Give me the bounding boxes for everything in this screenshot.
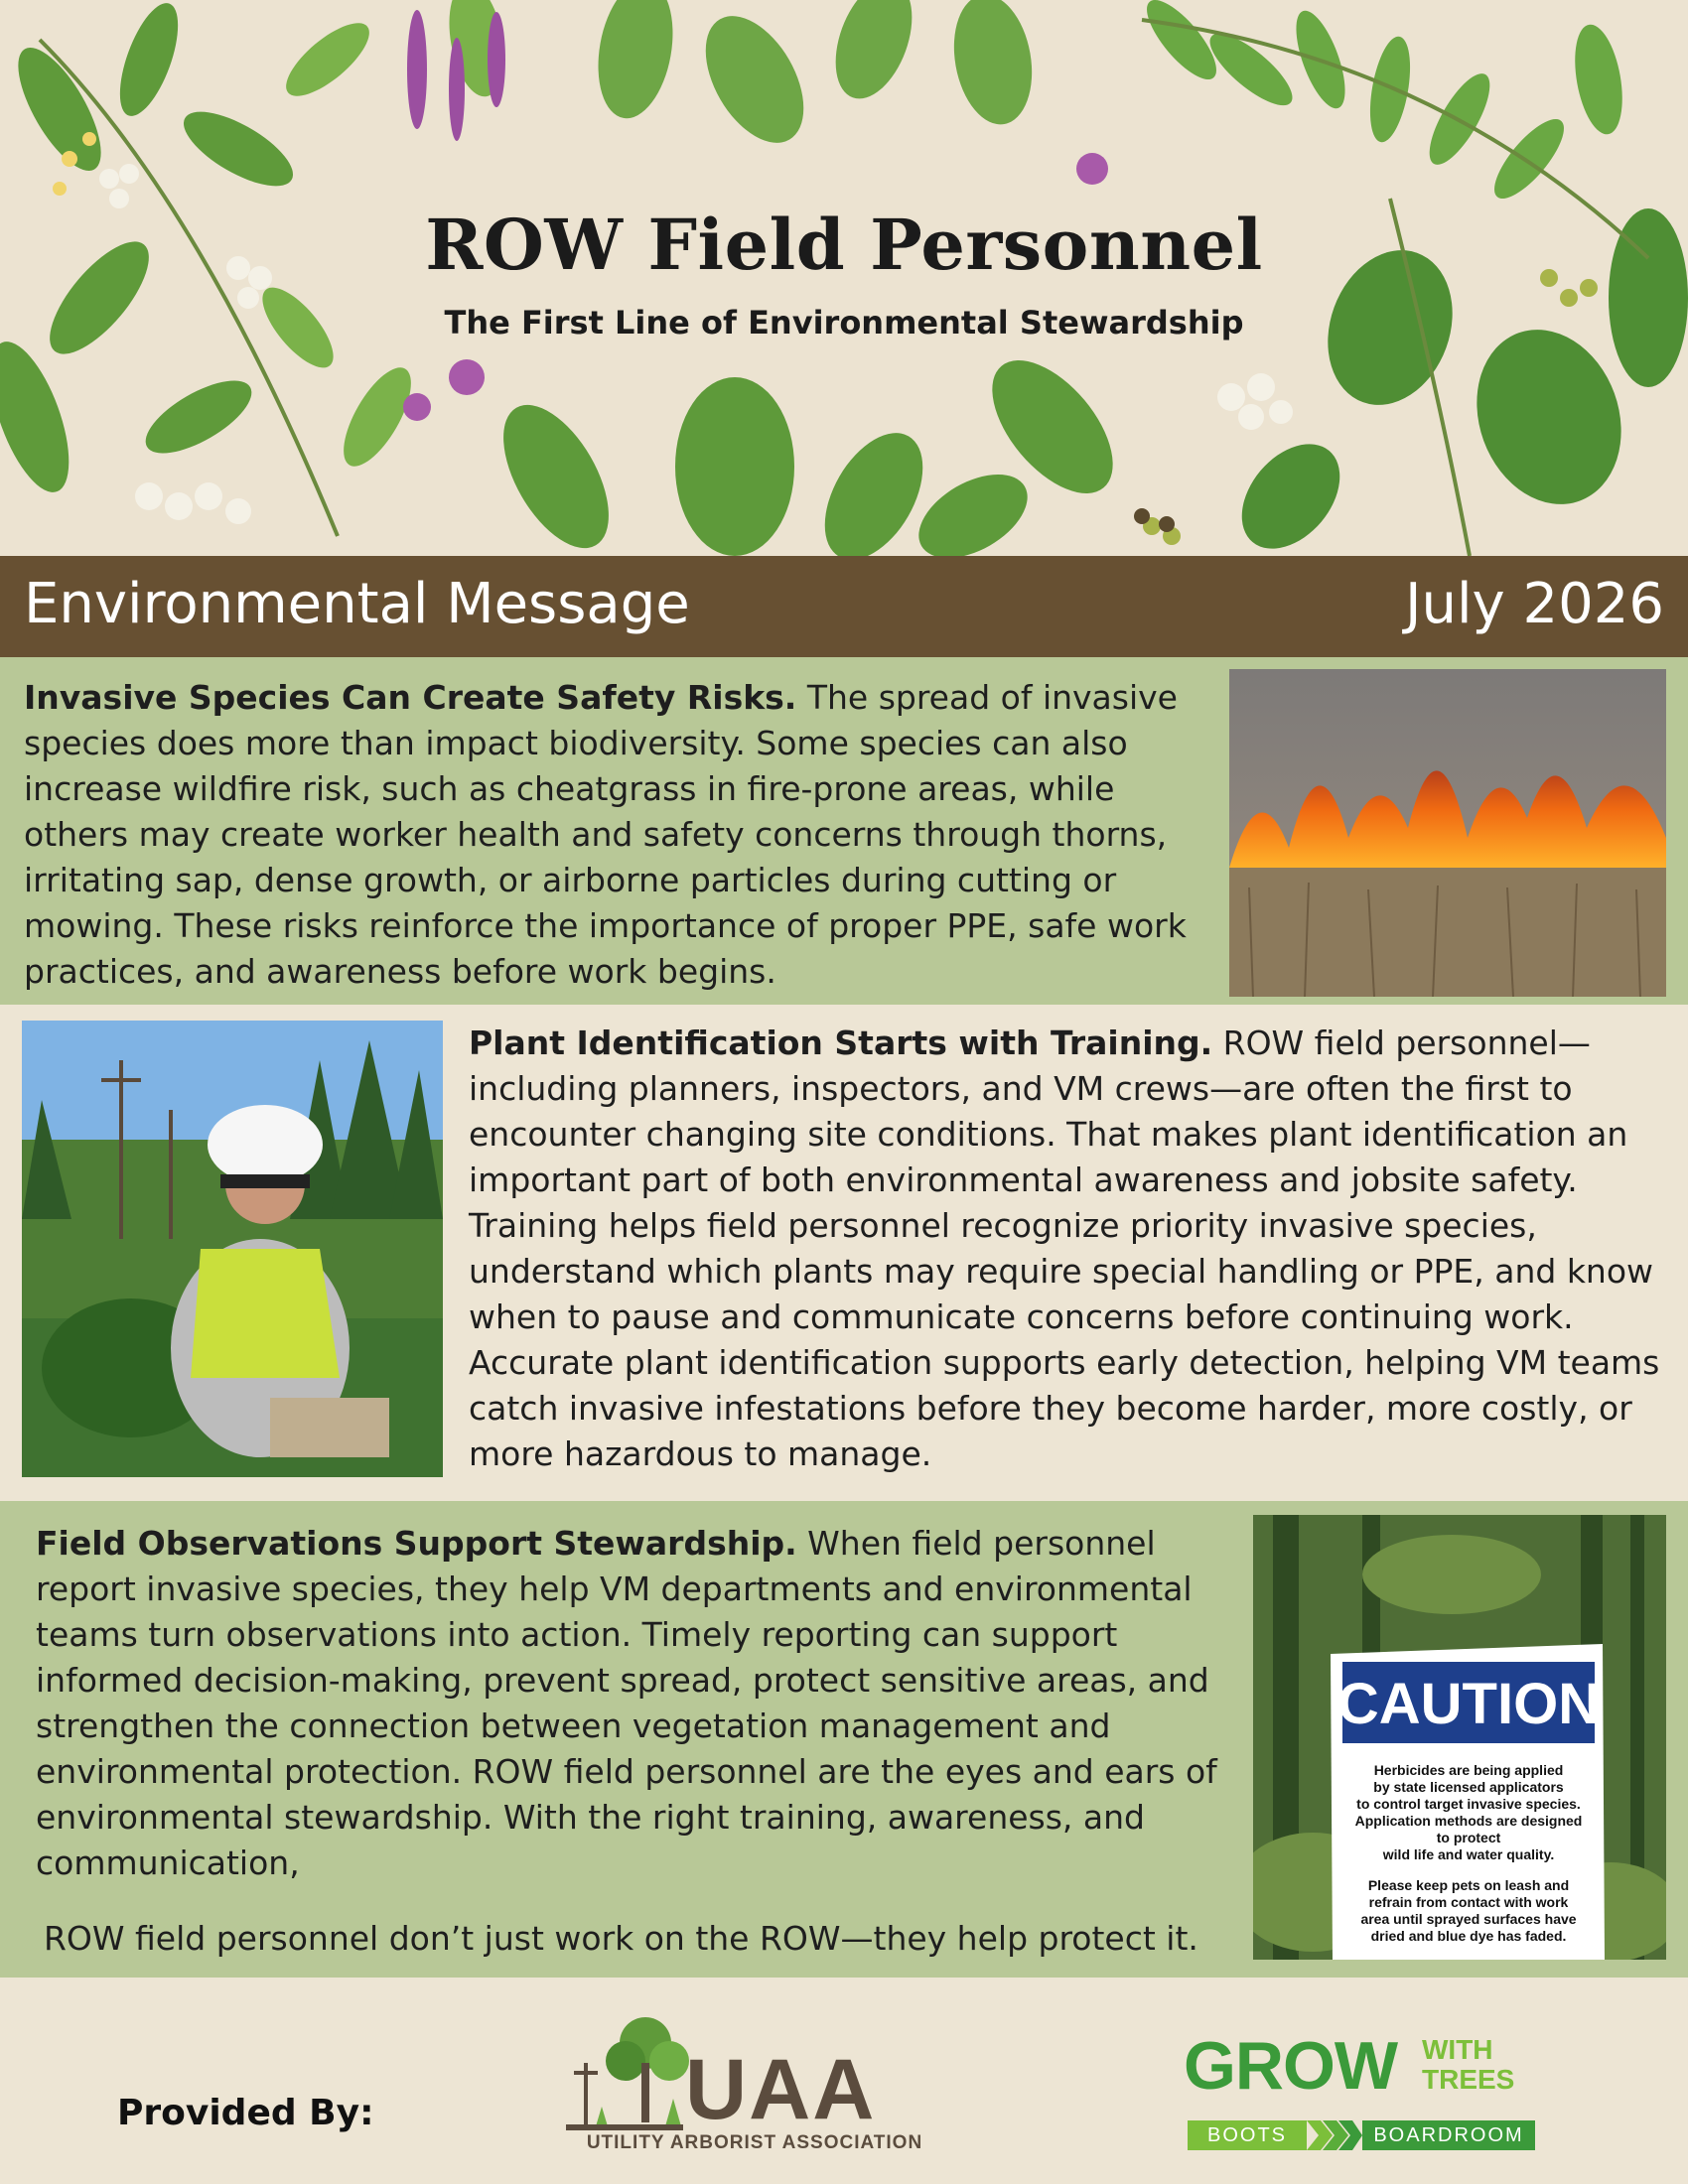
sign-line: to protect [1436,1830,1501,1845]
section-banner [0,556,1688,657]
gwt-boardroom: BOARDROOM [1362,2120,1535,2150]
closing-statement: ROW field personnel don’t just work on the ROW—they help protect it. [44,1919,1198,1958]
gwt-trees: TREES [1422,2064,1515,2095]
page-title: ROW Field Personnel [425,204,1263,286]
section-paragraph [24,675,1215,995]
sign-line: Herbicides are being applied [1373,1762,1564,1778]
uaa-acronym: UAA [685,2042,877,2137]
sign-line: wild life and water quality. [1382,1846,1555,1862]
section-heading: Plant Identification Starts with Training. [469,1024,1213,1062]
sign-title: CAUTION [1336,1672,1601,1736]
sign-line: dried and blue dye has faded. [1370,1928,1567,1944]
section-paragraph [469,1021,1670,1477]
banner-heading: Environmental Message [24,572,690,636]
banner-date: July 2026 [1404,572,1664,636]
section-paragraph [36,1521,1227,1886]
gwt-boots: BOOTS [1188,2120,1307,2150]
gwt-logo-grow: GROW [1184,2028,1398,2104]
sign-line: to control target invasive species. [1356,1796,1581,1812]
section-heading: Field Observations Support Stewardship. [36,1524,797,1563]
caution-sign-photo [1253,1515,1666,1960]
section-body: When field personnel report invasive species, they help VM departments and environmental teams turn observations into action. Timely reporting can support informed decision-making, prevent spread, protect sensitive areas, and strengthen the connection between vegetation management and environmental protection. ROW field personnel are the eyes and ears of environmental stewardship. With the right training, awareness, and communication, [36,1524,1217,1882]
sign-line: by state licensed applicators [1373,1779,1564,1795]
sign-line: Please keep pets on leash and [1367,1877,1570,1893]
sign-line: area until sprayed surfaces have [1360,1911,1577,1927]
gwt-logo-with-trees [1422,2035,1514,2095]
chevron-arrows-icon [1307,2120,1362,2150]
gwt-with: WITH [1422,2034,1493,2065]
field-worker-photo [22,1021,443,1477]
section-body: The spread of invasive species does more than impact biodiversity. Some species can also increase wildfire risk, such as cheatgrass in fire-prone areas, while others may create worker health and safety concerns through thorns, irritating sap, dense growth, or airborne particles during cutting or mowing. These risks reinforce the importance of proper PPE, safe work practices, and awareness before work begins. [24,678,1187,991]
header-botanical-banner [0,0,1688,556]
sign-line: refrain from contact with work [1368,1894,1569,1910]
section-body: ROW field personnel—including planners, inspectors, and VM crews—are often the first to encounter changing site conditions. That makes plant identification an important part of both environmental awareness and jobsite safety. Training helps field personnel recognize priority invasive species, understand which plants may require special handling or PPE, and know when to pause and communicate concerns before continuing work. Accurate plant identification supports early detection, helping VM teams catch invasive infestations before they become harder, more costly, or more hazardous to manage. [469,1024,1660,1473]
sign-line: Application methods are designed [1354,1813,1583,1829]
footer [0,1978,1688,2184]
section-heading: Invasive Species Can Create Safety Risks. [24,678,797,717]
page-subtitle: The First Line of Environmental Stewardship [444,304,1244,341]
uaa-name: UTILITY ARBORIST ASSOCIATION [586,2132,923,2153]
provided-by-label: Provided By: [117,2093,374,2133]
wildfire-photo [1229,669,1666,997]
